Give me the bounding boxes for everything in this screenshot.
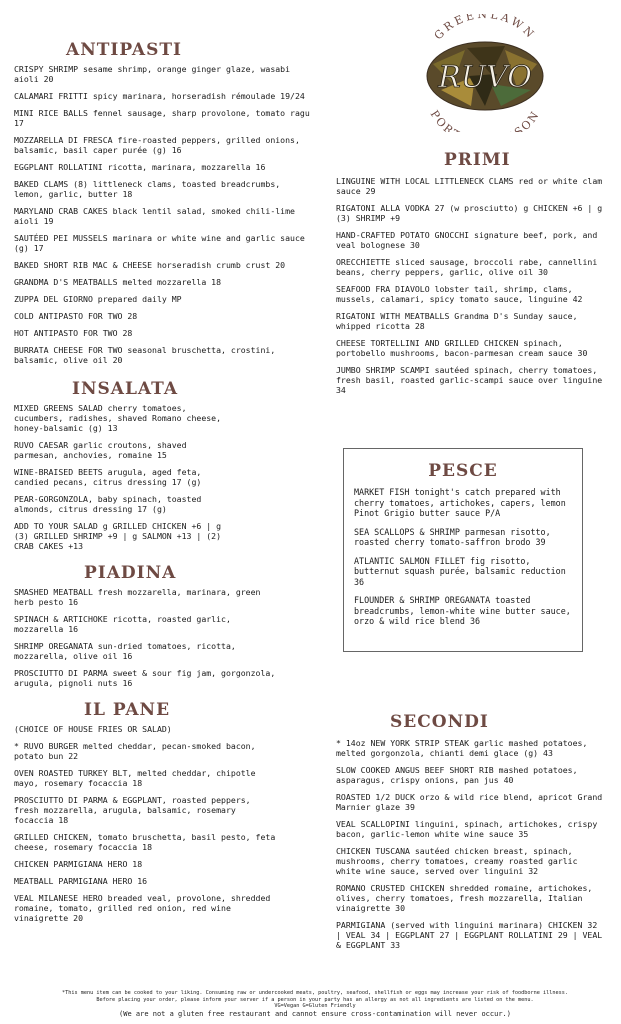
right-column — [336, 0, 606, 402]
primi-heading: PRIMI — [444, 150, 511, 170]
menu-item: CRISPY SHRIMP sesame shrimp, orange ginger glaze, wasabi aioli 20 — [14, 64, 291, 84]
menu-item: MINI RICE BALLS fennel sausage, sharp provolone, tomato ragu 17 — [14, 108, 310, 128]
logo-main-text: RUVO — [438, 60, 532, 95]
menu-item: WINE-BRAISED BEETS arugula, aged feta, candied pecans, citrus dressing 17 (g) — [14, 467, 202, 487]
menu-item: CHICKEN PARMIGIANA HERO 18 — [14, 859, 143, 869]
menu-item: LINGUINE WITH LOCAL LITTLENECK CLAMS red or white clam sauce 29 — [336, 176, 603, 196]
menu-item: PROSCIUTTO DI PARMA sweet & sour fig jam, gorgonzola, arugula, pignoli nuts 16 — [14, 668, 276, 688]
menu-item: RIGATONI WITH MEATBALLS Grandma D's Sunday sauce, whipped ricotta 28 — [336, 311, 578, 331]
menu-item: GRANDMA D'S MEATBALLS melted mozzarella 18 — [14, 277, 222, 287]
menu-item: ATLANTIC SALMON FILLET fig risotto, butternut squash purée, balsamic reduction 36 — [354, 555, 566, 587]
menu-item: GRILLED CHICKEN, tomato bruschetta, basil pesto, feta cheese, rosemary focaccia 18 — [14, 832, 276, 852]
antipasti-list — [14, 64, 314, 365]
menu-item: VEAL SCALLOPINI linguini, spinach, artichokes, crispy bacon, garlic-lemon white wine sauce 35 — [336, 819, 598, 839]
insalata-heading: INSALATA — [72, 379, 179, 399]
menu-item: PARMIGIANA (served with linguini marinara) CHICKEN 32 | VEAL 34 | EGGPLANT 27 | EGGPLANT ROLLATINI 29 | VEAL & EGGPLANT 33 — [336, 920, 603, 950]
menu-item: CALAMARI FRITTI spicy marinara, horseradish rémoulade 19/24 — [14, 91, 305, 101]
secondi-heading: SECONDI — [390, 712, 489, 732]
logo-top-text: GREENLAWN — [431, 14, 539, 43]
menu-item: ADD TO YOUR SALAD g GRILLED CHICKEN +6 | g (3) GRILLED SHRIMP +9 | g SALMON +13 | (2) CRAB CAKES +13 — [14, 521, 222, 551]
menu-item: CHEESE TORTELLINI AND GRILLED CHICKEN spinach, portobello mushrooms, bacon-parmesan cream sauce 30 — [336, 338, 588, 358]
menu-item: CHICKEN TUSCANA sautéed chicken breast, spinach, mushrooms, cherry tomatoes, creamy roasted garlic white wine sauce, served over linguini 32 — [336, 846, 578, 876]
menu-item: PROSCIUTTO DI PARMA & EGGPLANT, roasted peppers, fresh mozzarella, arugula, balsamic, rosemary focaccia 18 — [14, 795, 251, 825]
secondi-list — [336, 738, 606, 950]
menu-item: * 14oz NEW YORK STRIP STEAK garlic mashed potatoes, melted gorgonzola, chianti demi glace (g) 43 — [336, 738, 588, 758]
logo-bottom-text: POR SON — [427, 107, 543, 132]
menu-item: ROMANO CRUSTED CHICKEN shredded romaine, artichokes, olives, cherry tomatoes, fresh mozzarella, Italian vinaigrette 30 — [336, 883, 593, 913]
menu-item: SMASHED MEATBALL fresh mozzarella, marinara, green herb pesto 16 — [14, 587, 261, 607]
menu-item: ORECCHIETTE sliced sausage, broccoli rabe, cannellini beans, cherry peppers, garlic, olive oil 30 — [336, 257, 598, 277]
footer-disclaimer-2: Before placing your order, please inform your server if a person in your party has an allergy as not all ingredients are listed on the menu. — [96, 996, 534, 1003]
menu-item: RUVO CAESAR garlic croutons, shaved parmesan, anchovies, romaine 15 — [14, 440, 187, 460]
il-pane-subtitle: (CHOICE OF HOUSE FRIES OR SALAD) — [14, 724, 172, 734]
piadina-list — [14, 587, 279, 688]
menu-item: SPINACH & ARTICHOKE ricotta, roasted garlic, mozzarella 16 — [14, 614, 231, 634]
il-pane-heading: IL PANE — [84, 700, 171, 720]
menu-item: MEATBALL PARMIGIANA HERO 16 — [14, 876, 148, 886]
menu-item: FLOUNDER & SHRIMP OREGANATA toasted breadcrumbs, lemon-white wine butter sauce, orzo & wild rice blend 36 — [354, 595, 571, 626]
footer-gluten-note: (We are not a gluten free restaurant and cannot ensure cross-contamination will never occur.) — [119, 1009, 511, 1018]
pesce-heading: PESCE — [428, 461, 498, 481]
menu-item: HAND-CRAFTED POTATO GNOCCHI signature beef, pork, and veal bolognese 30 — [336, 230, 598, 250]
menu-item: SEAFOOD FRA DIAVOLO lobster tail, shrimp, clams, mussels, calamari, spicy tomato sauce, linguine 42 — [336, 284, 583, 304]
menu-item: ZUPPA DEL GIORNO prepared daily MP — [14, 294, 182, 304]
insalata-list — [14, 403, 224, 551]
menu-item: ROASTED 1/2 DUCK orzo & wild rice blend, apricot Grand Marnier glaze 39 — [336, 792, 603, 812]
left-column — [14, 0, 314, 930]
antipasti-heading: ANTIPASTI — [66, 40, 182, 60]
menu-item: JUMBO SHRIMP SCAMPI sautéed spinach, cherry tomatoes, fresh basil, roasted garlic-scampi sauce over linguine 34 — [336, 365, 603, 395]
menu-item: HOT ANTIPASTO FOR TWO 28 — [14, 328, 133, 338]
menu-item: MARKET FISH tonight's catch prepared with cherry tomatoes, artichokes, capers, lemon Pinot Grigio butter sauce P/A — [354, 487, 566, 518]
menu-item: OVEN ROASTED TURKEY BLT, melted cheddar, chipotle mayo, rosemary focaccia 18 — [14, 768, 256, 788]
menu-item: BURRATA CHEESE FOR TWO seasonal bruschetta, crostini, balsamic, olive oil 20 — [14, 345, 276, 365]
primi-list — [336, 176, 606, 395]
menu-item: MIXED GREENS SALAD cherry tomatoes, cucumbers, radishes, shaved Romano cheese, honey-balsamic (g) 13 — [14, 403, 222, 433]
menu-item: * RUVO BURGER melted cheddar, pecan-smoked bacon, potato bun 22 — [14, 741, 256, 761]
menu-item: SAUTÉED PEI MUSSELS marinara or white wine and garlic sauce (g) 17 — [14, 233, 305, 253]
menu-item: EGGPLANT ROLLATINI ricotta, marinara, mozzarella 16 — [14, 162, 266, 172]
footer-legend: VG=Vegan G=Gluten Friendly — [274, 1003, 356, 1009]
menu-item: SEA SCALLOPS & SHRIMP parmesan risotto, roasted cherry tomato-saffron brodo 39 — [354, 526, 551, 547]
menu-footer — [20, 990, 610, 1019]
menu-item: RIGATONI ALLA VODKA 27 (w prosciutto) g CHICKEN +6 | g (3) SHRIMP +9 — [336, 203, 603, 223]
menu-item: BAKED SHORT RIB MAC & CHEESE horseradish crumb crust 20 — [14, 260, 286, 270]
menu-item: BAKED CLAMS (8) littleneck clams, toasted breadcrumbs, lemon, garlic, butter 18 — [14, 179, 281, 199]
pesce-box — [343, 448, 583, 652]
menu-item: MOZZARELLA DI FRESCA fire-roasted peppers, grilled onions, balsamic, basil caper purée (g) 16 — [14, 135, 300, 155]
menu-item: COLD ANTIPASTO FOR TWO 28 — [14, 311, 138, 321]
menu-item: SLOW COOKED ANGUS BEEF SHORT RIB mashed potatoes, asparagus, crispy onions, pan jus 40 — [336, 765, 578, 785]
menu-item: PEAR-GORGONZOLA, baby spinach, toasted almonds, citrus dressing 17 (g) — [14, 494, 202, 514]
menu-item: SHRIMP OREGANATA sun-dried tomatoes, ricotta, mozzarella, olive oil 16 — [14, 641, 236, 661]
footer-disclaimer-1: *This menu item can be cooked to your liking. Consuming raw or undercooked meats, poultry, seafood, shellfish or eggs may increase your risk of foodborne illness. — [62, 990, 568, 996]
il-pane-list — [14, 741, 279, 923]
menu-item: VEAL MILANESE HERO breaded veal, provolone, shredded romaine, tomato, grilled red onion, red wine vinaigrette 20 — [14, 893, 271, 923]
secondi-section — [336, 712, 606, 957]
piadina-heading: PIADINA — [84, 563, 177, 583]
menu-item: MARYLAND CRAB CAKES black lentil salad, smoked chili-lime aioli 19 — [14, 206, 295, 226]
